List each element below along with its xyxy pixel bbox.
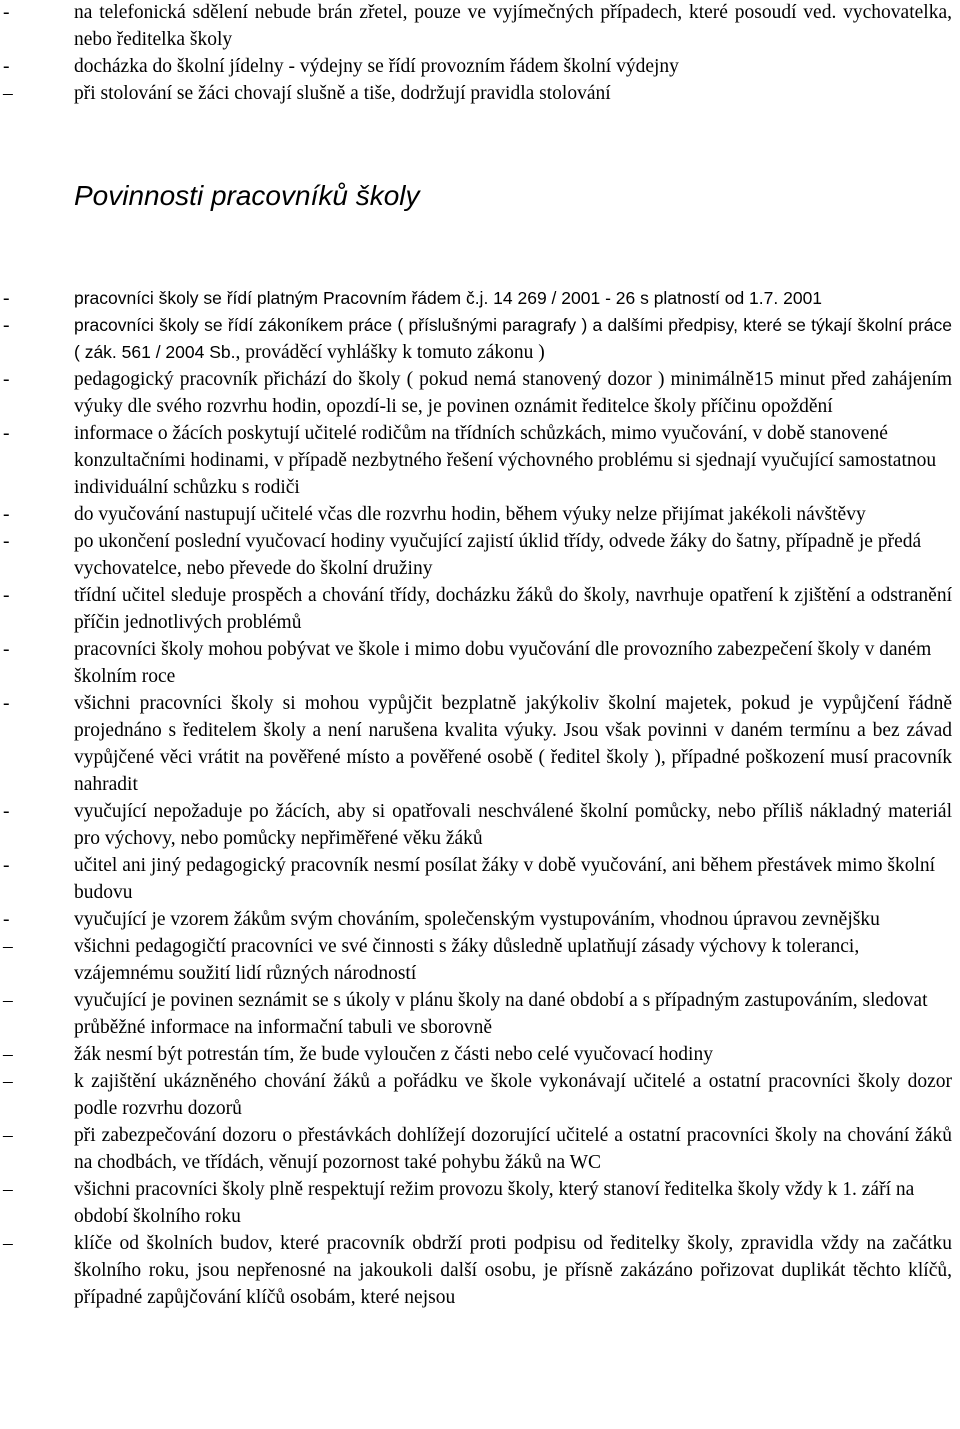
list-item-text: třídní učitel sleduje prospěch a chování třídy, docházku žáků do školy, navrhuje opatření k zjištění a odstranění příčin jednotlivých problémů — [74, 585, 952, 633]
list-item — [0, 0, 960, 53]
list-item-text: učitel ani jiný pedagogický pracovník nesmí posílat žáky v době vyučování, ani během přestávek mimo školní budovu — [74, 855, 936, 903]
list-dash: - — [3, 801, 10, 822]
list-dash: - — [3, 369, 10, 390]
list-dash: – — [3, 936, 13, 957]
list-item — [0, 636, 960, 690]
list-dash: - — [3, 585, 10, 606]
list-item — [0, 1068, 960, 1122]
list-dash: – — [3, 1044, 13, 1065]
list-item — [0, 690, 960, 798]
list-dash: - — [3, 288, 10, 309]
list-item-text-tail: , prováděcí vyhlášky k tomuto zákonu ) — [235, 342, 545, 363]
list-item-text: po ukončení poslední vyučovací hodiny vyučující zajistí úklid třídy, odvede žáky do šatny, případně je předá vychovatelce, nebo převede do školní družiny — [74, 531, 922, 579]
list-dash: – — [3, 1071, 13, 1092]
list-item-text: vyučující nepožaduje po žácích, aby si opatřovali neschválené školní pomůcky, nebo příliš nákladný materiál pro výchovy, nebo pomůcky nepřiměřené věku žáků — [74, 801, 952, 849]
list-item-text: pracovníci školy se řídí platným Pracovním řádem č.j. 14 269 / 2001 - 26 s platností od 1.7. 2001 — [74, 288, 823, 308]
list-dash: - — [3, 2, 10, 23]
list-dash: - — [3, 504, 10, 525]
list-item-text: při zabezpečování dozoru o přestávkách dohlížejí dozorující učitelé a ostatní pracovníci školy na chování žáků na chodbách, ve třídách, věnují pozornost také pohybu žáků na WC — [74, 1125, 952, 1173]
list-dash: - — [3, 56, 10, 77]
list-dash: - — [3, 639, 10, 660]
list-item — [0, 53, 960, 80]
list-dash: – — [3, 83, 13, 104]
list-dash: – — [3, 1179, 13, 1200]
list-dash: – — [3, 1233, 13, 1254]
list-item-text: pedagogický pracovník přichází do školy ( pokud nemá stanovený dozor ) minimálně15 minut před zahájením výuky dle svého rozvrhu hodin, opozdí-li se, je povinen oznámit ředitelce školy příčinu opoždění — [74, 369, 952, 417]
section-heading: Povinnosti pracovníků školy — [74, 180, 420, 211]
list-item-text: do vyučování nastupují učitelé včas dle rozvrhu hodin, během výuky nelze přijímat jakékoli návštěvy — [74, 504, 866, 525]
list-dash: - — [3, 531, 10, 552]
list-item — [0, 1176, 960, 1230]
list-dash: - — [3, 423, 10, 444]
list-item — [0, 1041, 960, 1068]
list-item — [0, 1122, 960, 1176]
list-item — [0, 933, 960, 987]
list-item-text: na telefonická sdělení nebude brán zřetel, pouze ve vyjímečných případech, které posoudí ved. vychovatelka, nebo ředitelka školy — [74, 2, 952, 50]
list-item — [0, 366, 960, 420]
list-item — [0, 987, 960, 1041]
list-item — [0, 1230, 960, 1311]
list-item — [0, 80, 960, 107]
list-item-text: vyučující je vzorem žákům svým chováním, společenským vystupováním, vhodnou úpravou zevnějšku — [74, 909, 880, 930]
list-item-text: všichni pracovníci školy si mohou vypůjčit bezplatně jakýkoliv školní majetek, pokud je vypůjčení řádně projednáno s ředitelem školy a není narušena kvalita výuky. Jsou však povinni v daném termínu a bez závad vypůjčené věci vrátit na pověřené místo a pověřené osobě ( ředitel školy ), případné poškození musí pracovník nahradit — [74, 693, 952, 795]
list-item-text: k zajištění ukázněného chování žáků a pořádku ve škole vykonávají učitelé a ostatní pracovníci školy dozor podle rozvrhu dozorů — [74, 1071, 952, 1119]
list-dash: - — [3, 315, 10, 336]
list-item — [0, 285, 960, 312]
list-dash: – — [3, 990, 13, 1011]
list-item — [0, 501, 960, 528]
list-item-text: vyučující je povinen seznámit se s úkoly v plánu školy na dané období a s případným zastupováním, sledovat průběžné informace na informační tabuli ve sborovně — [74, 990, 928, 1038]
list-item-text: informace o žácích poskytují učitelé rodičům na třídních schůzkách, mimo vyučování, v době stanovené konzultačními hodinami, v případě nezbytného řešení výchovného problému si sjednají vyučující samostatnou individuální schůzku s rodiči — [74, 423, 937, 498]
list-item — [0, 906, 960, 933]
list-item-text: klíče od školních budov, které pracovník obdrží proti podpisu od ředitelky školy, zpravidla vždy na začátku školního roku, jsou nepřenosné na jakoukoli další osobu, je přísně zakázáno pořizovat duplikát těchto klíčů, případné zapůjčování klíčů osobám, které nejsou — [74, 1233, 952, 1308]
list-item — [0, 852, 960, 906]
list-item — [0, 528, 960, 582]
list-item-text: pracovníci školy mohou pobývat ve škole i mimo dobu vyučování dle provozního zabezpečení školy v daném školním roce — [74, 639, 932, 687]
list-item-text: všichni pedagogičtí pracovníci ve své činnosti s žáky důsledně uplatňují zásady výchovy k toleranci, vzájemnému soužití lidí různých národností — [74, 936, 860, 984]
list-dash: - — [3, 855, 10, 876]
list-item-text: docházka do školní jídelny - výdejny se řídí provozním řádem školní výdejny — [74, 56, 679, 77]
list-item — [0, 798, 960, 852]
list-item-text: žák nesmí být potrestán tím, že bude vyloučen z části nebo celé vyučovací hodiny — [74, 1044, 713, 1065]
rules-list-students — [0, 0, 960, 107]
list-item-text: pracovníci školy se řídí zákoníkem práce ( příslušnými paragrafy ) a dalšími předpisy, které se týkají školní práce ( zák. 561 / 2004 Sb. — [74, 315, 952, 362]
list-item-text: při stolování se žáci chovají slušně a tiše, dodržují pravidla stolování — [74, 83, 611, 104]
list-dash: - — [3, 693, 10, 714]
list-item-text-wrapper — [74, 312, 952, 366]
list-dash: – — [3, 1125, 13, 1146]
list-item — [0, 420, 960, 501]
rules-list-staff — [0, 285, 960, 1311]
list-item-text: všichni pracovníci školy plně respektují režim provozu školy, který stanoví ředitelka školy vždy k 1. září na období školního roku — [74, 1179, 915, 1227]
list-item — [0, 312, 960, 366]
list-dash: - — [3, 909, 10, 930]
list-item — [0, 582, 960, 636]
